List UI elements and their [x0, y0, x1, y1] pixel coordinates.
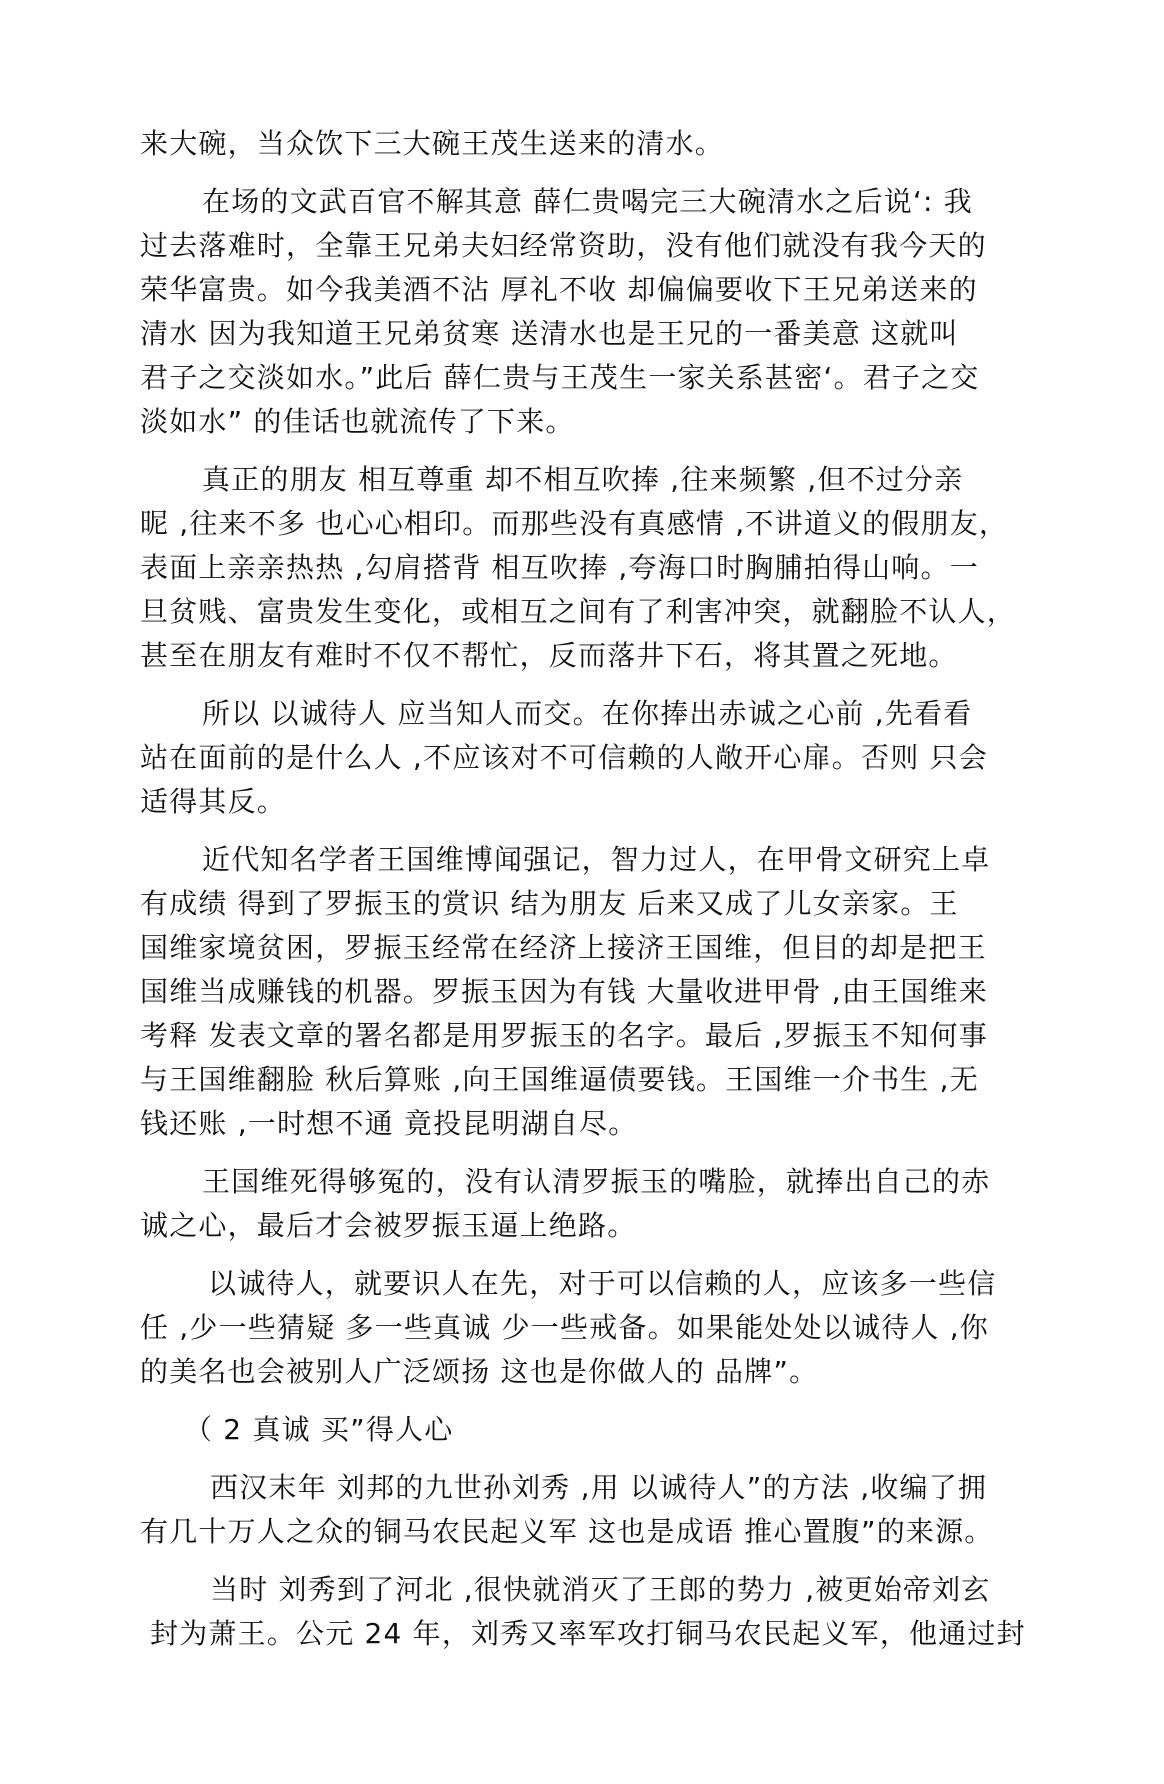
text-line: 的美名也会被别人广泛颂扬 这也是你做人的 品牌”。 [140, 1355, 819, 1388]
text-line: 与王国维翻脸 秋后算账 ,向王国维逼债要钱。王国维一介书生 ,无 [140, 1063, 979, 1096]
text-line: 过去落难时，全靠王兄弟夫妇经常资助，没有他们就没有我今天的 [140, 229, 987, 262]
text-line: 当时 刘秀到了河北 ,很快就消灭了王郎的势力 ,被更始帝刘玄 [210, 1573, 991, 1606]
text-line: 昵 ,往来不多 也心心相印。而那些没有真感情 ,不讲道义的假朋友， [140, 507, 1009, 540]
text-line: 在场的文武百官不解其意 薛仁贵喝完三大碗清水之后说‘: 我 [202, 185, 973, 218]
text-line: 王国维死得够冤的，没有认清罗振玉的嘴脸，就捧出自己的赤 [202, 1165, 991, 1198]
text-line: 清水 因为我知道王兄弟贫寒 送清水也是王兄的一番美意 这就叫 [140, 317, 959, 350]
text-line: 旦贫贱、富贵发生变化，或相互之间有了利害冲突，就翻脸不认人， [140, 595, 1017, 628]
text-line: 国维家境贫困，罗振玉经常在经济上接济王国维，但目的却是把王 [140, 931, 987, 964]
text-line: 以诚待人，就要识人在先，对于可以信赖的人，应该多一些信 [208, 1267, 997, 1300]
text-line: 封为萧王。公元 24 年，刘秀又率军攻打铜马农民起义军，他通过封 [150, 1617, 1026, 1650]
text-line: 西汉末年 刘邦的九世孙刘秀 ,用 以诚待人”的方法 ,收编了拥 [210, 1471, 988, 1504]
text-line: 荣华富贵。如今我美酒不沾 厚礼不收 却偏偏要收下王兄弟送来的 [140, 273, 978, 306]
text-line: 有成绩 得到了罗振玉的赏识 结为朋友 后来又成了儿女亲家。王 [140, 887, 959, 920]
text-line: 国维当成赚钱的机器。罗振玉因为有钱 大量收进甲骨 ,由王国维来 [140, 975, 988, 1008]
text-line: 近代知名学者王国维博闻强记，智力过人，在甲骨文研究上卓 [202, 843, 991, 876]
text-line: 站在面前的是什么人 ,不应该对不可信赖的人敞开心扉。否则 只会 [140, 741, 988, 774]
section-heading: （ 2 真诚 买”得人心 [184, 1413, 454, 1446]
text-line: 来大碗，当众饮下三大碗王茂生送来的清水。 [140, 127, 725, 160]
document-page [140, 122, 1030, 1656]
text-line: 君子之交淡如水。”此后 薛仁贵与王茂生一家关系甚密‘。君子之交 [140, 361, 980, 394]
text-line: 考释 发表文章的署名都是用罗振玉的名字。最后 ,罗振玉不知何事 [140, 1019, 988, 1052]
text-line: 诚之心，最后才会被罗振玉逼上绝路。 [140, 1209, 637, 1242]
text-line: 表面上亲亲热热 ,勾肩搭背 相互吹捧 ,夸海口时胸脯拍得山响。一 [140, 551, 979, 584]
text-line: 有几十万人之众的铜马农民起义军 这也是成语 推心置腹”的来源。 [140, 1515, 994, 1548]
text-line: 任 ,少一些猜疑 多一些真诚 少一些戒备。如果能处处以诚待人 ,你 [140, 1311, 990, 1344]
text-line: 甚至在朋友有难时不仅不帮忙，反而落井下石，将其置之死地。 [140, 639, 958, 672]
text-line: 钱还账 ,一时想不通 竟投昆明湖自尽。 [140, 1107, 638, 1140]
text-line: 适得其反。 [140, 785, 287, 818]
text-line: 淡如水” 的佳话也就流传了下来。 [140, 405, 575, 438]
text-line: 所以 以诚待人 应当知人而交。在你捧出赤诚之心前 ,先看看 [202, 697, 973, 730]
text-line: 真正的朋友 相互尊重 却不相互吹捧 ,往来频繁 ,但不过分亲 [202, 463, 964, 496]
